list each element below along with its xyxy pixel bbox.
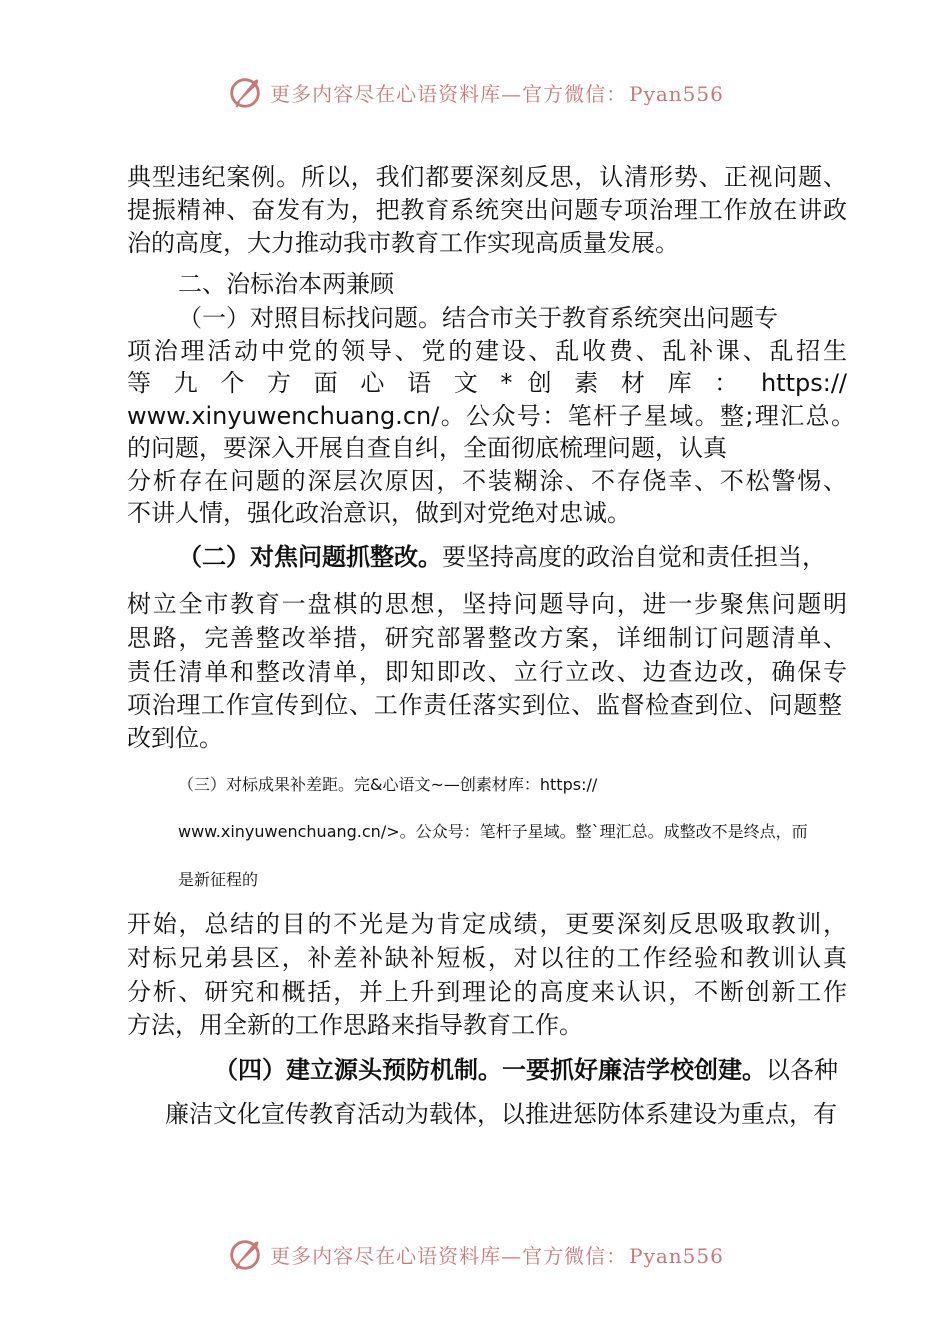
- body-line: 思路，完善整改举措，研究部署整改方案，详细制订问题清单、: [127, 624, 847, 652]
- body-text: 要坚持高度的政治自觉和责任担当，: [442, 543, 826, 571]
- body-line: [214, 1054, 838, 1086]
- watermark-text: [270, 78, 724, 107]
- body-line: 树立全市教育一盘棋的思想，坚持问题导向，进一步聚焦问题明: [127, 590, 847, 618]
- feather-circle-logo-icon: [226, 1235, 264, 1273]
- small-line: （三）对标成果补差距。完&心语文~—创素材库：https://: [178, 775, 598, 794]
- body-line: 改到位。: [127, 724, 223, 752]
- body-line: 项治理工作宣传到位、工作责任落实到位、监督检查到位、问题整: [127, 691, 842, 719]
- body-line: 廉洁文化宣传教育活动为载体，以推进惩防体系建设为重点，有: [165, 1100, 837, 1128]
- section-heading: 二、治标治本两兼顾: [178, 270, 394, 298]
- body-line: 等 九 个 方 面 心 语 文 * 创 素 材 库 ： https://: [127, 369, 847, 397]
- subheading-four: （四）建立源头预防机制。一要抓好廉洁学校创建。: [214, 1056, 766, 1084]
- body-text: 以各种: [766, 1056, 838, 1084]
- body-line: （一）对照目标找问题。结合市关于教育系统突出问题专: [178, 304, 778, 332]
- body-line: 责任清单和整改清单，即知即改、立行立改、边查边改，确保专: [127, 658, 847, 686]
- subheading-two: （二）对焦问题抓整改。: [178, 543, 442, 571]
- body-line: 的问题，要深入开展自查自纠，全面彻底梳理问题，认真: [127, 434, 727, 462]
- body-line: 分析存在问题的深层次原因，不装糊涂、不存侥幸、不松警惕、: [127, 467, 847, 495]
- watermark-id: Pyan556: [629, 1243, 724, 1268]
- small-line: 是新征程的: [178, 870, 259, 889]
- body-line: 典型违纪案例。所以，我们都要深刻反思，认清形势、正视问题、: [127, 163, 847, 191]
- body-line: 项治理活动中党的领导、党的建设、乱收费、乱补课、乱招生: [127, 337, 847, 365]
- body-line: 对标兄弟县区，补差补缺补短板，对以往的工作经验和教训认真: [127, 944, 847, 972]
- header-watermark: [0, 72, 950, 112]
- watermark-text: [270, 1240, 724, 1269]
- body-line: [178, 541, 858, 573]
- body-line: www.xinyuwenchuang.cn/。公众号：笔杆子星域。整;理汇总。: [127, 402, 855, 430]
- body-line: 治的高度，大力推动我市教育工作实现高质量发展。: [127, 229, 679, 257]
- feather-circle-logo-icon: [226, 73, 264, 111]
- body-line: 开始，总结的目的不光是为肯定成绩，更要深刻反思吸取教训，: [127, 910, 847, 938]
- body-line: 不讲人情，强化政治意识，做到对党绝对忠诚。: [127, 499, 631, 527]
- watermark-label: 更多内容尽在心语资料库—官方微信：: [270, 1243, 628, 1268]
- watermark-id: Pyan556: [629, 81, 724, 106]
- body-line: 方法，用全新的工作思路来指导教育工作。: [127, 1011, 583, 1039]
- watermark-label: 更多内容尽在心语资料库—官方微信：: [270, 81, 628, 106]
- body-line: 分析、研究和概括，并上升到理论的高度来认识，不断创新工作: [127, 978, 847, 1006]
- footer-watermark: [0, 1234, 950, 1274]
- body-line: 提振精神、奋发有为，把教育系统突出问题专项治理工作放在讲政: [127, 196, 847, 224]
- small-line: www.xinyuwenchuang.cn/>。公众号：笔杆子星域。整`理汇总。成整改不是终点，而: [178, 822, 808, 841]
